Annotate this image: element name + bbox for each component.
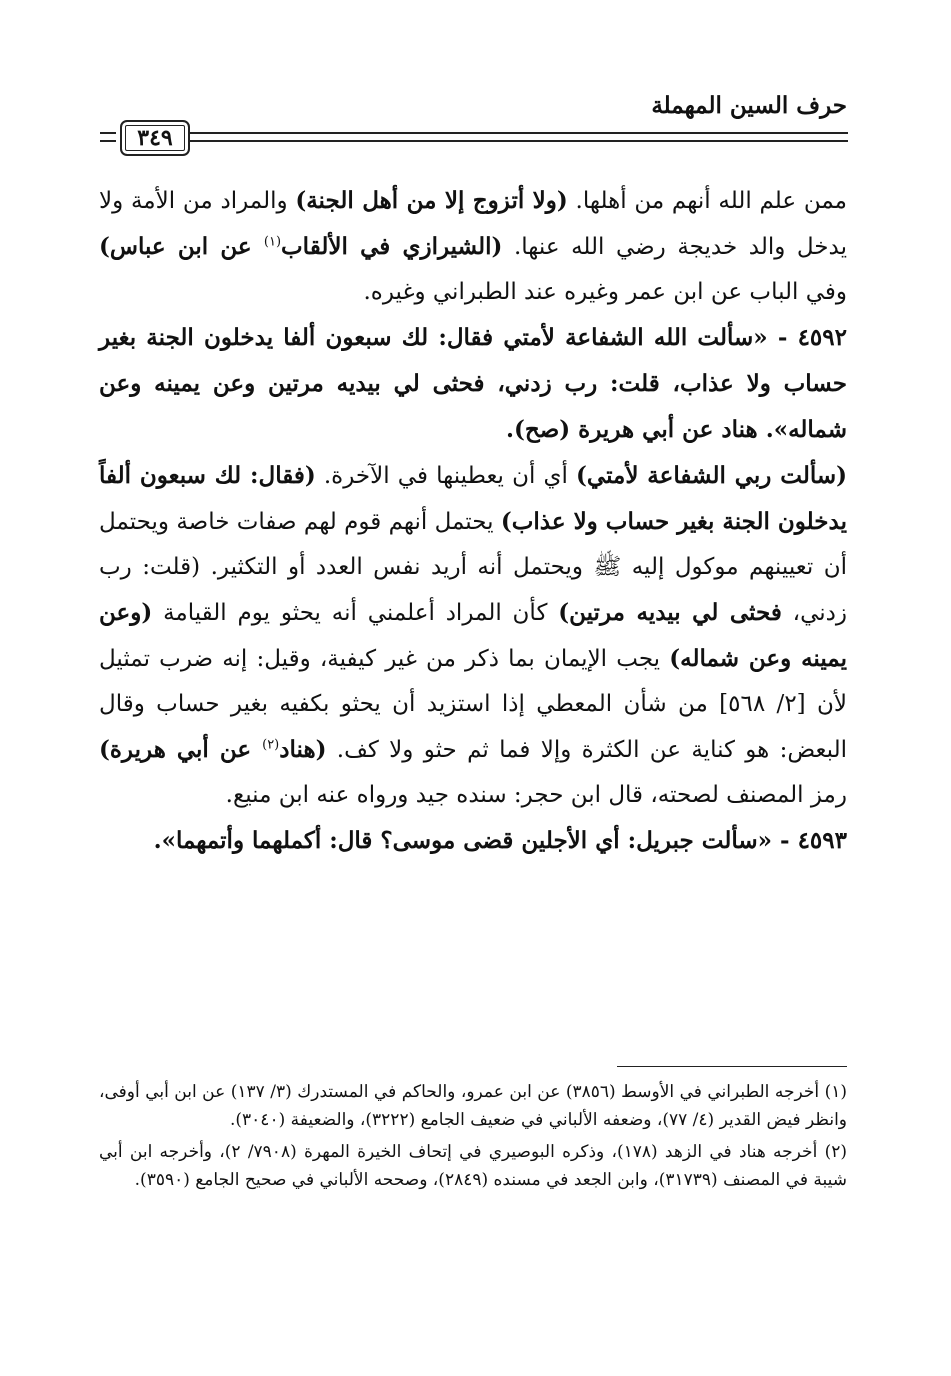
footnote-2: (٢) أخرجه هناد في الزهد (١٧٨)، وذكره البوصيري في إتحاف الخيرة المهرة (٧٩٠٨/ ٢)، وأخرجه ابن أبي شيبة في المصنف (٣١٧٣٩)، وابن الجعد في مسنده (٢٨٤٩)، وصححه الألباني في صحيح الجامع (٣٥٩٠). (99, 1142, 847, 1190)
p3-bold-6: عن أبي هريرة) (99, 736, 263, 763)
p1-bold-2: (الشيرازي في الألقاب (281, 233, 503, 260)
p3-text-1: أي أن يعطينها في الآخرة. (315, 463, 577, 489)
p3-bold-4: (وعن يمينه وعن شماله) (99, 599, 847, 672)
hadith-4593 (99, 818, 847, 864)
paragraph-3 (99, 453, 847, 818)
p3-text-6: رمز المصنف لصحته، قال ابن حجر: سنده جيد ورواه عنه ابن منيع. (225, 782, 847, 808)
p1-text-3: وفي الباب عن ابن عمر وغيره عند الطبراني وغيره. (363, 279, 847, 305)
rule-tail (100, 132, 116, 142)
p3-text-3: (قلت: رب زدني، (99, 554, 848, 626)
footnote-separator (617, 1066, 847, 1067)
p3-bold-5: (هناد (279, 736, 327, 763)
main-text (99, 178, 847, 864)
double-rule-line (190, 132, 848, 142)
p3-text-5: يجب الإيمان بما ذكر من غير كيفية، وقيل: إنه ضرب تمثيل لأن [٢/ ٥٦٨] من شأن المعطي إذا استزيد أن يحثو بكفيه بغير حساب وقال البعض: هو كناية عن الكثرة وإلا فما ثم حثو ولا كف. (99, 646, 848, 763)
p3-bold-3: فحثى لي بيديه مرتين) (558, 599, 782, 626)
header-rule (100, 118, 848, 162)
footnote-1: (١) أخرجه الطبراني في الأوسط (٣٨٥٦) عن ابن عمرو، والحاكم في المستدرك (٣/ ١٣٧) عن ابن أبي أوفى، وانظر فيض القدير (٤/ ٧٧)، وضعفه الألباني في ضعيف الجامع (٣٢٢٢)، والضعيفة (٣٠٤٠). (99, 1082, 847, 1130)
hadith-4593-text: ٤٥٩٣ - «سألت جبريل: أي الأجلين قضى موسى؟ قال: أكملهما وأتمهما». (153, 827, 847, 854)
p3-bold-1: (سألت ربي الشفاعة لأمتي) (576, 462, 847, 489)
hadith-4592-text: ٤٥٩٢ - «سألت الله الشفاعة لأمتي فقال: لك سبعون ألفا يدخلون الجنة بغير حساب ولا عذاب، قلت: رب زدني، فحثى لي بيديه مرتين وعن يمينه وعن شماله» (99, 324, 847, 443)
p1-text-1: ممن علم الله أنهم من أهلها. (567, 188, 847, 214)
hadith-4592 (99, 315, 847, 453)
p1-bold-1: (ولا أتزوج إلا من أهل الجنة) (295, 187, 568, 214)
footnote-ref-2[interactable]: (٢) (262, 737, 280, 753)
p1-text-2: والمراد من الأمة ولا يدخل والد خديجة رضي الله عنها. (99, 188, 847, 260)
p3-text-4: كأن المراد أعلمني أنه يحثو يوم القيامة (152, 600, 559, 626)
hadith-4592-source: . هناد عن أبي هريرة (صح). (506, 416, 774, 443)
footnotes (99, 1078, 847, 1198)
paragraph-1 (99, 178, 847, 315)
footnote-ref-1[interactable]: (١) (263, 234, 282, 250)
p1-bold-3: عن ابن عباس) (99, 233, 264, 260)
running-title: حرف السين المهملة (651, 92, 847, 119)
page-number: ٣٤٩ (120, 120, 190, 156)
p3-text-2: يحتمل أنهم قوم لهم صفات خاصة ويحتمل أن تعيينهم موكول إليه ﷺ ويحتمل أنه أريد نفس العدد أو التكثير. (99, 509, 847, 580)
p3-bold-2: (فقال: لك سبعون ألفاً يدخلون الجنة بغير حساب ولا عذاب) (99, 462, 847, 535)
